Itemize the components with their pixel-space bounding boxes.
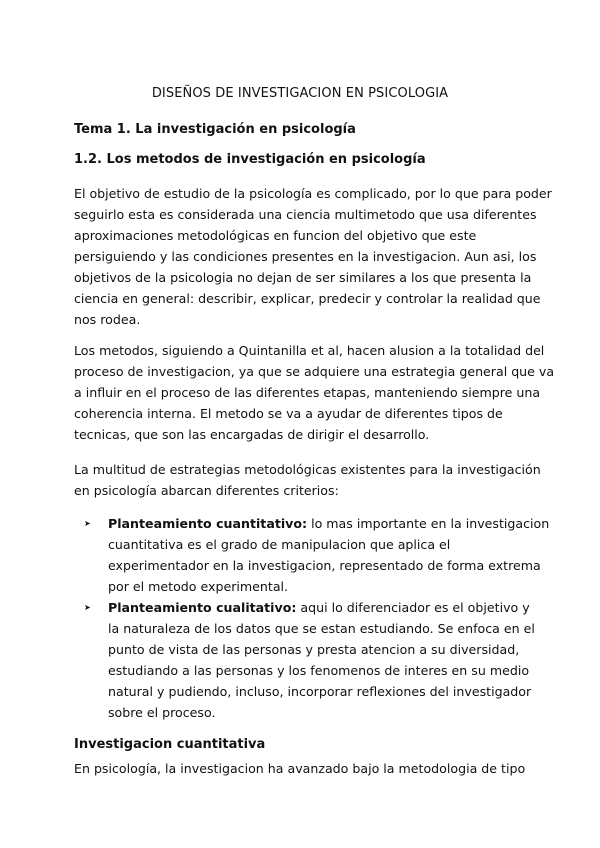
paragraph-line: en psicología abarcan diferentes criterios:	[74, 483, 339, 498]
criteria-list	[84, 513, 550, 723]
heading-tema-1: Tema 1. La investigación en psicología	[74, 122, 356, 137]
list-item-term: Planteamiento cualitativo:	[108, 600, 297, 615]
paragraph-line: seguirlo esta es considerada una ciencia multimetodo que usa diferentes	[74, 207, 537, 222]
paragraph-line: proceso de investigacion, ya que se adquiere una estrategia general que va	[74, 364, 555, 379]
paragraph-line: ciencia en general: describir, explicar, predecir y controlar la realidad que	[74, 291, 541, 306]
paragraph-psicologia	[74, 758, 534, 779]
arrow-bullet-icon: ➤	[84, 603, 91, 612]
paragraph-line: a influir en el proceso de las diferentes etapas, manteniendo siempre una	[74, 385, 541, 400]
heading-section-1-2: 1.2. Los metodos de investigación en psicología	[74, 152, 426, 167]
paragraph-line: objetivos de la psicologia no dejan de ser similares a los que presenta la	[74, 270, 532, 285]
list-item-text: aqui lo diferenciador es el objetivo y	[296, 600, 530, 615]
list-item-text: experimentador en la investigacion, representado de forma extrema	[108, 558, 541, 573]
paragraph-estrategias	[74, 459, 541, 501]
list-item-text: cuantitativa es el grado de manipulacion que aplica el	[108, 537, 451, 552]
paragraph-line: nos rodea.	[74, 312, 141, 327]
list-item-text: sobre el proceso.	[108, 705, 216, 720]
paragraph-line: tecnicas, que son las encargadas de dirigir el desarrollo.	[74, 427, 430, 442]
arrow-bullet-icon: ➤	[84, 519, 91, 528]
list-item-text: por el metodo experimental.	[108, 579, 289, 594]
list-item-text: la naturaleza de los datos que se estan estudiando. Se enfoca en el	[108, 621, 535, 636]
paragraph-line: Los metodos, siguiendo a Quintanilla et al, hacen alusion a la totalidad del	[74, 343, 545, 358]
list-item-text: punto de vista de las personas y presta atencion a su diversidad,	[108, 642, 520, 657]
list-item-text: natural y pudiendo, incluso, incorporar reflexiones del investigador	[108, 684, 532, 699]
paragraph-line: coherencia interna. El metodo se va a ayudar de diferentes tipos de	[74, 406, 503, 421]
paragraph-line: La multitud de estrategias metodológicas existentes para la investigación	[74, 462, 541, 477]
paragraph-line: aproximaciones metodológicas en funcion del objetivo que este	[74, 228, 477, 243]
list-item-text: lo mas importante en la investigacion	[307, 516, 550, 531]
paragraph-objetivo	[74, 183, 552, 330]
paragraph-line: persiguiendo y las condiciones presentes en la investigacion. Aun asi, los	[74, 249, 537, 264]
list-item-term: Planteamiento cuantitativo:	[108, 516, 308, 531]
paragraph-line: En psicología, la investigacion ha avanzado bajo la metodologia de tipo	[74, 761, 526, 776]
document-title: DISEÑOS DE INVESTIGACION EN PSICOLOGIA	[151, 86, 449, 101]
list-item-cuantitativo	[84, 513, 550, 597]
heading-investigacion-cuantitativa: Investigacion cuantitativa	[74, 737, 266, 752]
list-item-text: estudiando a las personas y los fenomenos de interes en su medio	[108, 663, 530, 678]
list-item-cualitativo	[84, 597, 538, 723]
paragraph-line: El objetivo de estudio de la psicología es complicado, por lo que para poder	[74, 186, 552, 201]
paragraph-metodos	[74, 340, 555, 445]
